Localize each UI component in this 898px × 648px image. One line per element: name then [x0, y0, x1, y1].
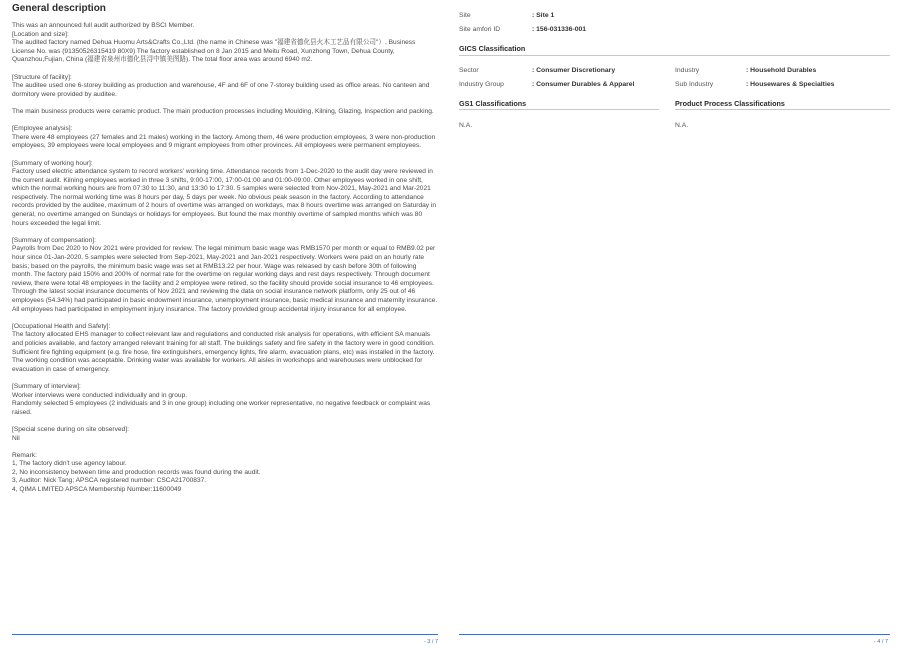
sector-value: : Consumer Discretionary [532, 67, 616, 74]
general-description-body [12, 22, 438, 495]
paragraph-interview: [Summary of interview]: Worker interviews were conducted individually and in group. Randomly selected 5 employees (2 individuals and 3 in one group) including one worker representative, no negative feedback or complaint was raised. [12, 382, 431, 416]
ppc-heading: Product Process Classifications [675, 99, 785, 108]
ppc-divider [675, 109, 890, 110]
amfori-id-value: : 156-031336-001 [532, 26, 587, 33]
gics-divider [459, 55, 890, 56]
gics-heading: GICS Classification [459, 44, 526, 53]
amfori-id-label: Site amfori ID [459, 26, 501, 33]
page-number: - 4 / 7 [873, 639, 888, 645]
report-page-4 [459, 0, 890, 648]
paragraph-employee-analysis: [Employee analysis]: There were 48 employees (27 females and 21 males) working in the factory. Among them, 46 were production employees, 3 were non-production employees, 39 employees were local employees and 9 migrant employees from other provinces. All employees were permanent employees. [12, 125, 436, 150]
sub-industry-value: : Housewares & Specialties [746, 81, 835, 88]
paragraph-intro: This was an announced full audit authorized by BSCI Member. [Location and size]: The audited factory named Dehua Huomu Arts&Crafts Co.,Ltd. (the name in Chinese was "福建省德化县火木工艺品有限公司"）, Business License No. was (91350526315419 80X9) The factory established on 8 Jan 2015 and Meitu Road, Xunzhong Town, Dehua County, Quanzhou,Fujian, China (福建省泉州市德化县浔中镇美图路). The total floor area was around 6940 m2. [12, 22, 416, 64]
industry-value: : Household Durables [746, 67, 817, 74]
industry-group-value: : Consumer Durables & Apparel [532, 81, 635, 88]
report-page-3 [12, 0, 440, 648]
gs1-divider [459, 109, 659, 110]
site-value: : Site 1 [532, 12, 555, 19]
paragraph-products: The main business products were ceramic product. The main production processes including Moulding, Kilning, Glazing, Inspection and packing. [12, 107, 434, 115]
industry-label: Industry [675, 67, 700, 74]
paragraph-health-safety: [Occupational Health and Safety]: The factory allocated EHS manager to collect relevant law and regulations and conducted risk analysis for operations, with efficient SA manuals and policies available, and factory arranged relevant training for all staff. The buildings safety and fire safety in the factory were in good condition. Sufficient fire fighting equipment (e.g. fire hose, fire extinguishers, emergency lights, fire alarm, evacuation plans, etc) was installed in the factory. The working condition was acceptable. Drinking water was available for workers. All aisles in workshops and warehouses were unblocked for evacuation in case of emergency. [12, 322, 435, 373]
paragraph-working-hour: [Summary of working hour]: Factory used electric attendance system to record workers' working time. Attendance records from 1-Dec-2020 to the audit day were reviewed in the current audit. Kilning employees worked in three 3 shifts, 9:00-17:00, 17:00-01:00 and 01:00-09:00. Other employees worked in one shift, which the normal working hours are from 07:30 to 11:30, and 13:30 to 17:30. 5 samples were selected from Nov-2021, May-2021 and Mar-2021 respectively. The normal working time was 8 hours per day, 5 days per week. No obvious peak season in the factory. According to attendance records provided by the auditee, maximum of 2 hours of overtime was arranged on workdays, max 8 hours overtime was arranged on Saturday in general, no overtime arranged on Sundays or holidays for employees. But found the max monthly overtime of sampled months which was 80 hours exceeded the legal limit. [12, 159, 437, 227]
industry-group-label: Industry Group [459, 81, 504, 88]
sector-label: Sector [459, 67, 479, 74]
gs1-value: N.A. [459, 122, 473, 129]
page-number: - 3 / 7 [423, 639, 438, 645]
paragraph-special-scene: [Special scene during on site observed]: Nil [12, 425, 129, 442]
paragraph-structure: [Structure of facility]: The auditee used one 6-storey building as production and warehouse, 4F and 6F of one 7-storey building used as office areas. No canteen and dormitory were provided by auditee. [12, 73, 430, 98]
footer-divider [12, 634, 438, 635]
footer-divider [459, 634, 890, 635]
sub-industry-label: Sub Industry [675, 81, 714, 88]
paragraph-remark: Remark: 1, The factory didn't use agency labour. 2, No inconsistency between time and production records was found during the audit. 3, Auditor: Nick Tang; APSCA registered number: CSCA21700837. 4, QIMA LIMITED APSCA Membership Number:11600049 [12, 451, 261, 494]
site-label: Site [459, 12, 471, 19]
paragraph-compensation: [Summary of compensation]: Payrolls from Dec 2020 to Nov 2021 were provided for review. The legal minimum basic wage was RMB1570 per month or equal to RMB9.02 per hour since 01-Jan-2020. 5 samples were selected from Sep-2021, May-2021 and Jan-2021 respectively. Workers were paid on an hourly rate basis; based on the payrolls, the minimum basic wage was set at RMB13.22 per hour. Wage was released by cash before 30th of following month. The factory paid 150% and 200% of normal rate for the overtime on regular working days and rest days respectively. Through document review, there were total 48 employees in the facility and 2 employee were retired, so the facility should provide social insurance to 46 employees. Through the latest social insurance documents of Nov 2021 and reviewing the data on social insurance network platform, only 25 out of 46 employees (54.34%) had participated in basic endowment insurance, unemployment insurance, basic medical insurance and maternity insurance. All employees had participated in employment injury insurance. The factory provided group accidental injury insurance for all employee. [12, 236, 438, 313]
gs1-heading: GS1 Classifications [459, 99, 527, 108]
general-description-title: General description [12, 3, 106, 14]
ppc-value: N.A. [675, 122, 689, 129]
